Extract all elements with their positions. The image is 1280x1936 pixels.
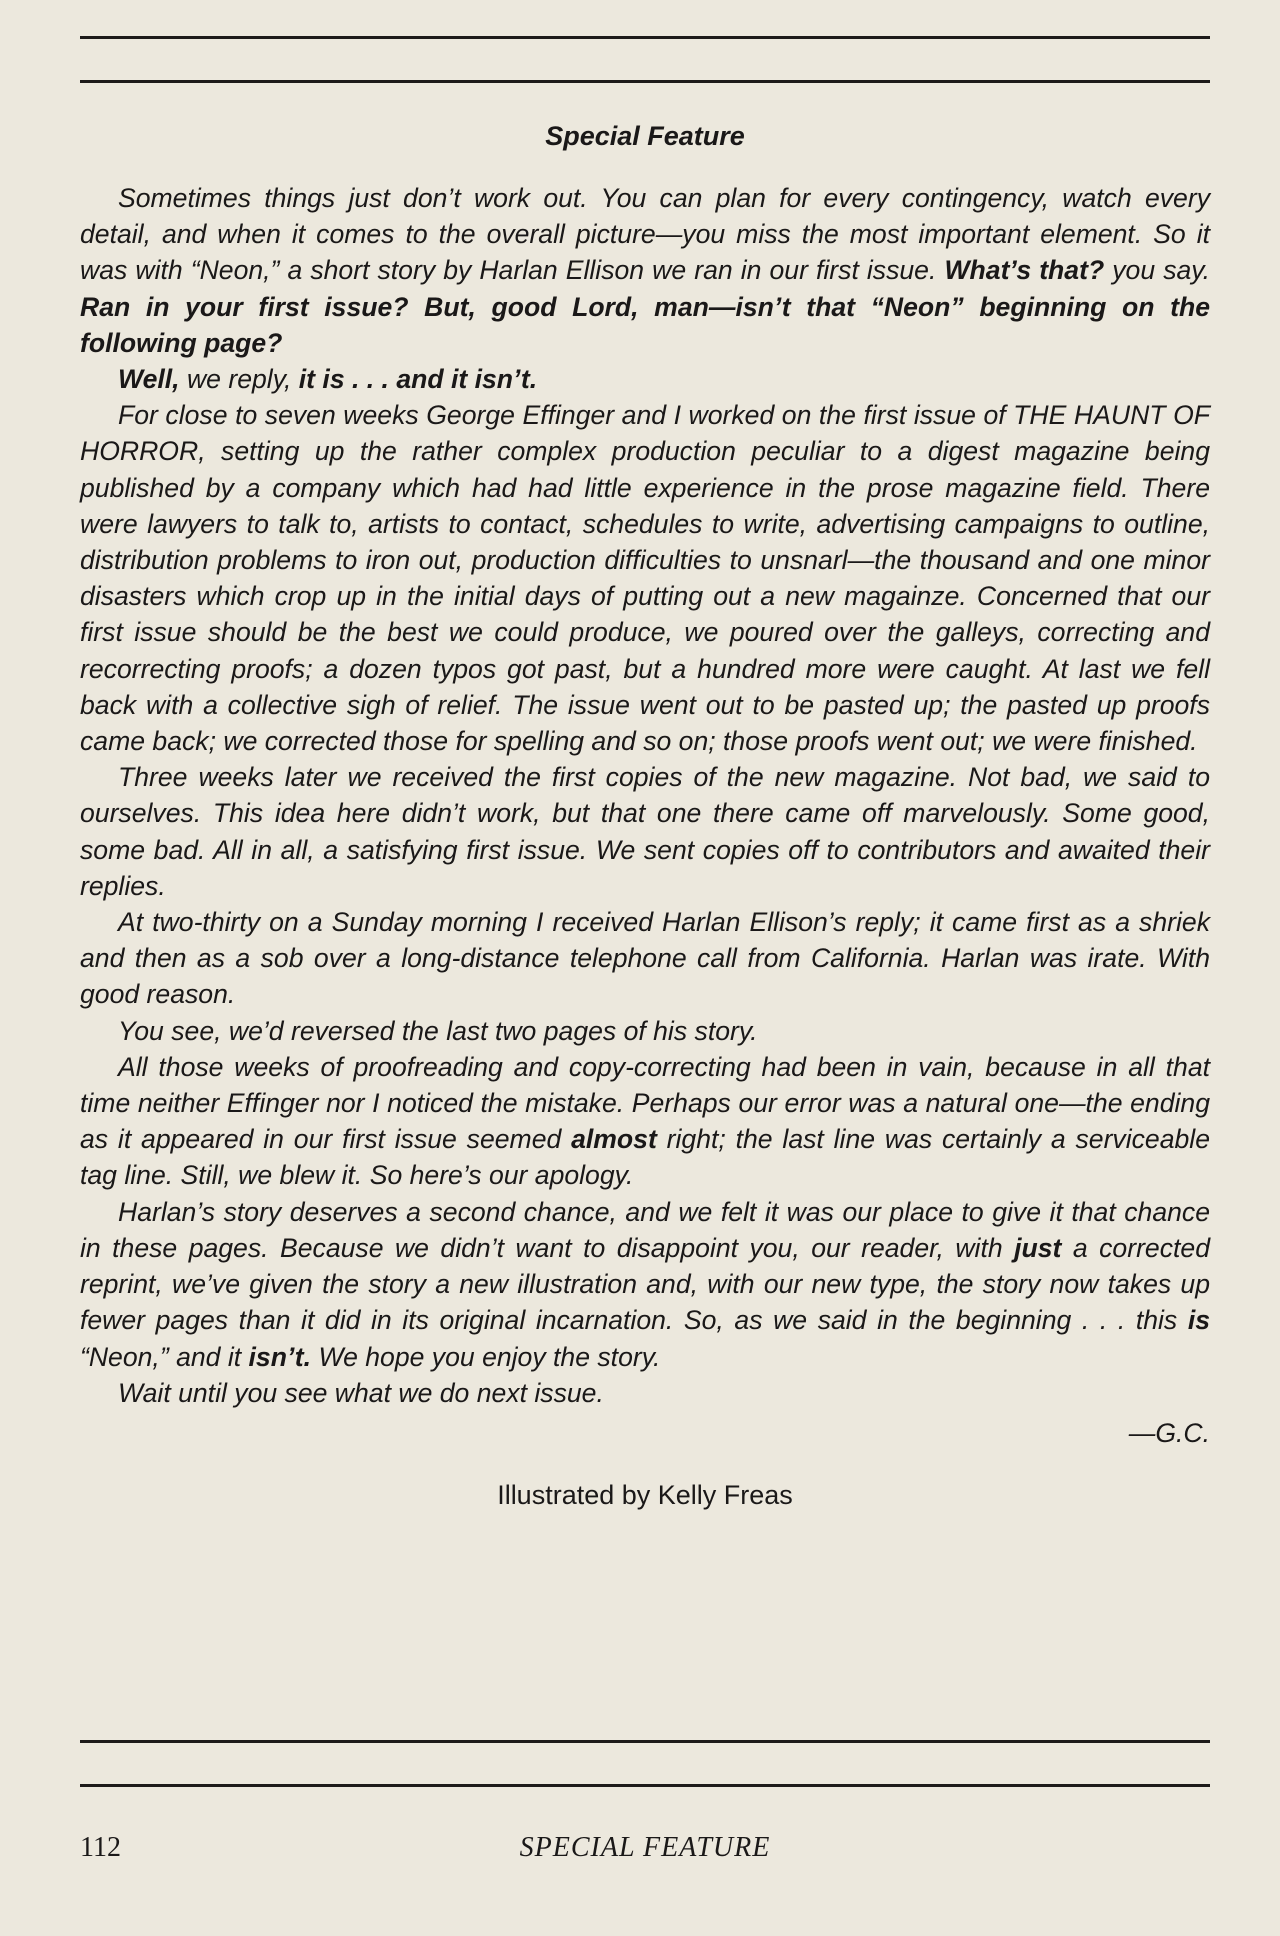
page-footer (80, 1828, 1210, 1868)
author-signature: —G.C. (1128, 1417, 1210, 1448)
bold-run: almost (571, 1124, 657, 1155)
text-run: Wait until you see what we do next issue. (118, 1377, 604, 1408)
text-run: We hope you enjoy the story. (311, 1341, 661, 1372)
bold-run: isn’t. (248, 1341, 312, 1372)
paragraph-8 (80, 1194, 1210, 1375)
text-run: “Neon,” and it (80, 1341, 249, 1372)
text-run: you say. (1104, 255, 1210, 286)
text-run: Three weeks later we received the first copies of the new magazine. Not bad, we said to ourselves. This idea here didn’t work, but that one there came off marvelously. Some good, some bad. All in all, a satisfying first issue. We sent copies off to contributors and awaited their replies. (80, 762, 1210, 901)
bottom-rule-2 (80, 1784, 1210, 1787)
bold-run: What’s that? (944, 255, 1105, 286)
bottom-rule-1 (80, 1740, 1210, 1743)
paragraph-2 (80, 361, 1210, 397)
bold-run: it is . . . and it isn’t. (298, 364, 538, 395)
paragraph-4 (80, 759, 1210, 904)
text-run: a corrected reprint, we’ve given the story a new illustration and, with our new type, the story now takes up fewer pages than it did in its original incarnation. So, as we said in the beginning . . . this (80, 1232, 1210, 1336)
top-rule-1 (80, 36, 1210, 39)
text-run: All those weeks of proofreading and copy-correcting had been in vain, because in all that time neither Effinger nor I noticed the mistake. Perhaps our error was a natural one—the ending as it appeared in our first issue seemed (80, 1051, 1210, 1155)
article-body (80, 180, 1210, 1411)
bold-run: Well, (118, 364, 180, 395)
bold-run: Ran in your first issue? But, good Lord, man—isn’t that “Neon” beginning on the following page? (80, 291, 1210, 358)
page-number: 112 (80, 1832, 121, 1863)
paragraph-9 (80, 1375, 1210, 1411)
section-heading: Special Feature (545, 121, 745, 151)
paragraph-3 (80, 397, 1210, 759)
text-run: we reply, (179, 364, 299, 395)
bold-run: just (1014, 1232, 1062, 1263)
text-run: You see, we’d reversed the last two pages of his story. (118, 1015, 758, 1046)
paragraph-1 (80, 180, 1210, 361)
text-run: Harlan’s story deserves a second chance, and we felt it was our place to give it that chance in these pages. Because we didn’t want to disappoint you, our reader, with (80, 1196, 1210, 1263)
paragraph-7 (80, 1049, 1210, 1194)
article (80, 118, 1210, 1513)
top-rule-2 (80, 80, 1210, 83)
running-head: SPECIAL FEATURE (519, 1832, 771, 1863)
paragraph-5 (80, 904, 1210, 1013)
illustration-credit: Illustrated by Kelly Freas (497, 1479, 793, 1510)
bold-run: is (1187, 1305, 1210, 1336)
text-run: right; the last line was certainly a serviceable tag line. Still, we blew it. So here’s our apology. (80, 1124, 1210, 1191)
text-run: At two-thirty on a Sunday morning I received Harlan Ellison’s reply; it came first as a shriek and then as a sob over a long-distance telephone call from California. Harlan was irate. With good reason. (80, 907, 1210, 1010)
paragraph-6 (80, 1013, 1210, 1049)
text-run: For close to seven weeks George Effinger and I worked on the first issue of THE HAUNT OF HORROR, setting up the rather complex production peculiar to a digest magazine being published by a company which had had little experience in the prose magazine field. There were lawyers to talk to, artists to contact, schedules to write, advertising campaigns to outline, distribution problems to iron out, production difficulties to unsnarl—the thousand and one minor disasters which crop up in the initial days of putting out a new magainze. Concerned that our first issue should be the best we could produce, we poured over the galleys, correcting and recorrecting proofs; a dozen typos got past, but a hundred more were caught. At last we fell back with a collective sigh of relief. The issue went out to be pasted up; the pasted up proofs came back; we corrected those for spelling and so on; those proofs went out; we were finished. (80, 400, 1210, 757)
text-run: Sometimes things just don’t work out. You can plan for every contingency, watch every detail, and when it comes to the overall picture—you miss the most important element. So it was with “Neon,” a short story by Harlan Ellison we ran in our first issue. (80, 183, 1210, 286)
